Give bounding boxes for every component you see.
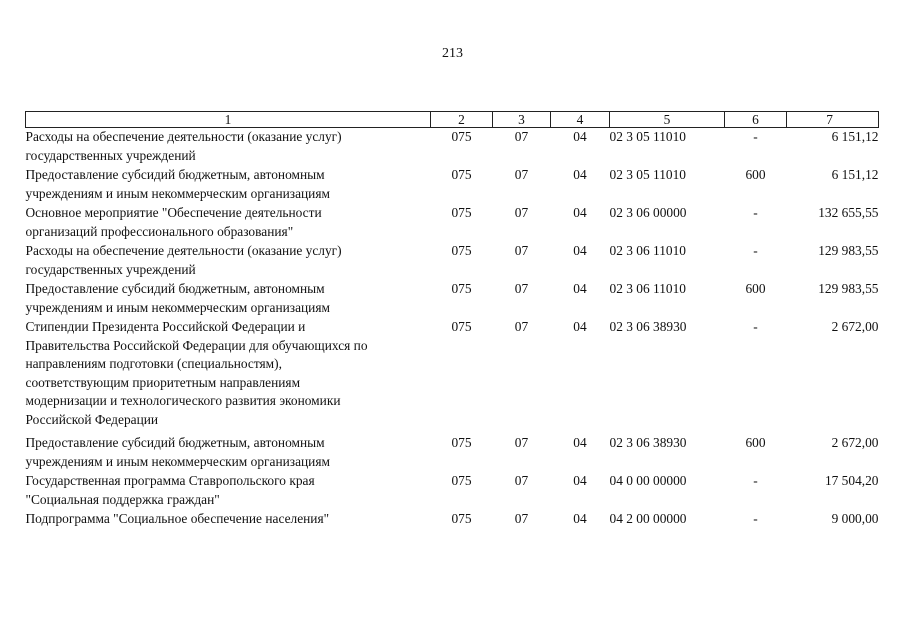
row-name-line: Российской Федерации xyxy=(25,411,159,427)
row-name-line: модернизации и технологического развития экономики xyxy=(25,393,341,408)
row-name-line: направлениям подготовки (специальностям), xyxy=(25,356,282,371)
row-code-3-cell: 07 xyxy=(514,167,529,182)
row-name-line: Предоставление субсидий бюджетным, автономным xyxy=(25,281,325,296)
row-name-line: учреждениям и иным некоммерческим организациям xyxy=(25,185,330,201)
row-name-line: учреждениям и иным некоммерческим организациям xyxy=(25,453,330,469)
row-code-4-cell: 04 xyxy=(573,243,587,258)
row-code-4-cell: 04 xyxy=(573,129,587,144)
row-code-4-cell: 04 xyxy=(573,205,587,220)
row-code-2-cell: 075 xyxy=(451,473,472,488)
row-name-line: Расходы на обеспечение деятельности (оказание услуг) xyxy=(25,243,342,258)
row-code-3-cell: 07 xyxy=(514,205,529,220)
row-code-3-cell: 07 xyxy=(514,511,529,526)
row-code-5-cell: 04 2 00 00000 xyxy=(609,511,687,526)
row-code-3-cell: 07 xyxy=(514,435,529,450)
row-name-line: государственных учреждений xyxy=(25,261,196,277)
row-name-cell xyxy=(26,242,431,280)
row-code-3-cell: 07 xyxy=(514,281,529,296)
row-code-6-cell: - xyxy=(753,473,758,488)
row-code-5-cell: 02 3 06 11010 xyxy=(609,243,686,258)
row-amount-cell: 129 983,55 xyxy=(818,243,879,258)
table-row xyxy=(26,280,879,318)
row-code-4-cell: 04 xyxy=(573,473,587,488)
row-name-line: организаций профессионального образования" xyxy=(25,223,294,239)
row-code-2-cell: 075 xyxy=(451,167,472,182)
row-code-4-cell: 04 xyxy=(573,511,587,526)
row-code-3-cell: 07 xyxy=(514,473,529,488)
column-header-3: 3 xyxy=(493,112,551,128)
row-code-2-cell: 075 xyxy=(451,243,472,258)
row-code-5-cell: 02 3 05 11010 xyxy=(609,167,686,182)
row-name-line: Стипендии Президента Российской Федерации и xyxy=(25,319,306,334)
table-row xyxy=(26,166,879,204)
column-header-7: 7 xyxy=(787,112,879,128)
row-name-line: Основное мероприятие "Обеспечение деятельности xyxy=(25,205,322,220)
row-code-6-cell: - xyxy=(753,319,758,334)
row-code-5-cell: 02 3 06 11010 xyxy=(609,281,686,296)
row-code-6-cell: - xyxy=(753,243,758,258)
table-row xyxy=(26,242,879,280)
row-name-cell xyxy=(26,510,431,530)
column-header-4: 4 xyxy=(551,112,610,128)
row-code-2-cell: 075 xyxy=(451,205,472,220)
row-code-6-cell: 600 xyxy=(745,281,766,296)
row-name-line: Предоставление субсидий бюджетным, автономным xyxy=(25,435,325,450)
budget-table xyxy=(25,111,879,530)
row-code-4-cell: 04 xyxy=(573,319,587,334)
row-amount-cell: 2 672,00 xyxy=(831,435,879,450)
row-code-4-cell: 04 xyxy=(573,167,587,182)
row-code-6-cell: - xyxy=(753,129,758,144)
table-row xyxy=(26,434,879,472)
row-name-cell xyxy=(26,472,431,510)
row-amount-cell: 132 655,55 xyxy=(818,205,879,220)
row-code-3-cell: 07 xyxy=(514,243,529,258)
row-amount-cell: 129 983,55 xyxy=(818,281,879,296)
table-row xyxy=(26,128,879,167)
column-header-6: 6 xyxy=(725,112,787,128)
row-code-2-cell: 075 xyxy=(451,435,472,450)
column-header-1: 1 xyxy=(26,112,431,128)
row-code-3-cell: 07 xyxy=(514,319,529,334)
row-code-5-cell: 02 3 06 00000 xyxy=(609,205,687,220)
row-name-cell xyxy=(26,434,431,472)
row-code-5-cell: 02 3 05 11010 xyxy=(609,129,686,144)
row-name-line: соответствующим приоритетным направлениям xyxy=(25,374,301,390)
row-name-line: Расходы на обеспечение деятельности (оказание услуг) xyxy=(25,129,342,144)
row-name-line: учреждениям и иным некоммерческим организациям xyxy=(25,299,330,315)
table-row xyxy=(26,510,879,530)
row-name-cell xyxy=(26,204,431,242)
table-row xyxy=(26,472,879,510)
row-name-cell xyxy=(26,280,431,318)
row-amount-cell: 9 000,00 xyxy=(831,511,879,526)
header-row xyxy=(26,112,879,128)
row-code-5-cell: 04 0 00 00000 xyxy=(609,473,687,488)
table-body xyxy=(26,128,879,530)
row-name-line: "Социальная поддержка граждан" xyxy=(25,491,220,507)
row-code-5-cell: 02 3 06 38930 xyxy=(609,319,687,334)
row-code-6-cell: - xyxy=(753,511,758,526)
row-name-cell xyxy=(26,128,431,167)
row-name-line: Государственная программа Ставропольского края xyxy=(25,473,315,488)
row-amount-cell: 6 151,12 xyxy=(831,129,879,144)
row-code-4-cell: 04 xyxy=(573,281,587,296)
row-code-6-cell: 600 xyxy=(745,435,766,450)
row-code-2-cell: 075 xyxy=(451,511,472,526)
row-code-2-cell: 075 xyxy=(451,319,472,334)
table-row xyxy=(26,318,879,434)
column-header-2: 2 xyxy=(431,112,493,128)
row-code-4-cell: 04 xyxy=(573,435,587,450)
row-amount-cell: 6 151,12 xyxy=(831,167,879,182)
row-name-cell xyxy=(26,166,431,204)
page-number: 213 xyxy=(442,46,463,61)
row-name-line: Правительства Российской Федерации для обучающихся по xyxy=(25,337,368,353)
row-amount-cell: 17 504,20 xyxy=(824,473,879,488)
column-header-5: 5 xyxy=(610,112,725,128)
row-name-cell xyxy=(26,318,431,434)
row-code-6-cell: - xyxy=(753,205,758,220)
row-code-2-cell: 075 xyxy=(451,129,472,144)
row-code-2-cell: 075 xyxy=(451,281,472,296)
row-code-3-cell: 07 xyxy=(514,129,529,144)
row-amount-cell: 2 672,00 xyxy=(831,319,879,334)
row-code-5-cell: 02 3 06 38930 xyxy=(609,435,687,450)
table-row xyxy=(26,204,879,242)
row-name-line: государственных учреждений xyxy=(25,147,196,163)
row-name-line: Предоставление субсидий бюджетным, автономным xyxy=(25,167,325,182)
row-name-line: Подпрограмма "Социальное обеспечение населения" xyxy=(25,511,330,526)
row-code-6-cell: 600 xyxy=(745,167,766,182)
